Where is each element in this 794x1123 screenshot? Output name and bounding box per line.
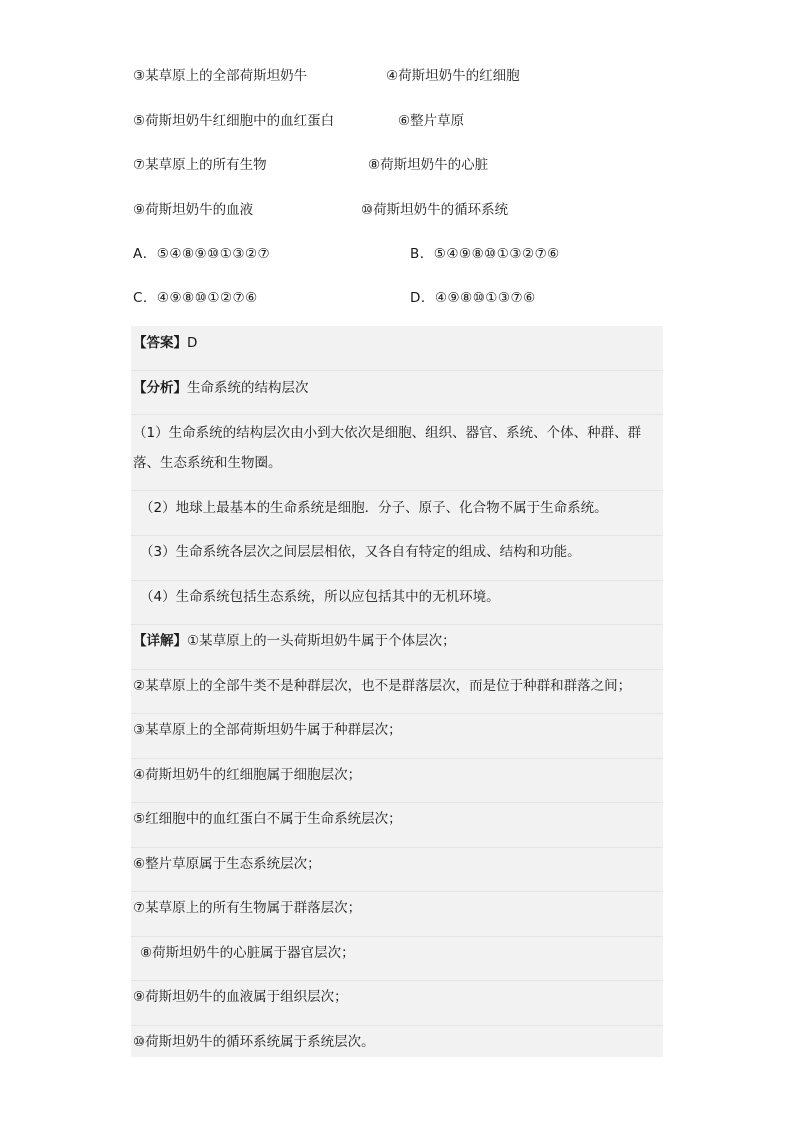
detail-item-10: ⑩荷斯坦奶牛的循环系统属于系统层次。 — [133, 1034, 375, 1050]
detail-item-9: ⑨荷斯坦奶牛的血液属于组织层次； — [133, 989, 348, 1005]
divider — [131, 580, 663, 581]
question-item-6: ⑥整片草原 — [398, 113, 465, 129]
divider — [131, 490, 663, 491]
divider — [131, 535, 663, 536]
divider — [131, 802, 663, 803]
detail-heading — [133, 631, 456, 651]
divider — [131, 414, 663, 415]
analysis-title: 生命系统的结构层次 — [187, 380, 309, 396]
answer-label: 【答案】 — [133, 335, 187, 351]
detail-label: 【详解】 — [133, 633, 187, 649]
question-item-8: ⑧荷斯坦奶牛的心脏 — [368, 157, 489, 173]
analysis-label: 【分析】 — [133, 380, 187, 396]
divider — [131, 980, 663, 981]
divider — [131, 847, 663, 848]
question-item-5: ⑤荷斯坦奶牛红细胞中的血红蛋白 — [133, 113, 335, 129]
option-c: C．④⑨⑧⑩①②⑦⑥ — [133, 290, 258, 306]
question-item-3: ③某草原上的全部荷斯坦奶牛 — [133, 68, 308, 84]
divider — [131, 713, 663, 714]
question-item-4: ④荷斯坦奶牛的红细胞 — [386, 68, 520, 84]
analysis-point-4: （4）生命系统包括生态系统，所以应包括其中的无机环境。 — [140, 589, 500, 605]
analysis-heading — [133, 378, 309, 398]
detail-item-7: ⑦某草原上的所有生物属于群落层次； — [133, 900, 362, 916]
divider — [131, 624, 663, 625]
detail-item-2: ②某草原上的全部牛类不是种群层次，也不是群落层次，而是位于种群和群落之间； — [133, 678, 632, 694]
divider — [131, 669, 663, 670]
option-d: D．④⑨⑧⑩①③⑦⑥ — [410, 290, 536, 306]
analysis-point-1-cont: 落、生态系统和生物圈。 — [133, 455, 282, 471]
analysis-point-1: （1）生命系统的结构层次由小到大依次是细胞、组织、器官、系统、个体、种群、群 — [133, 425, 642, 441]
answer-value: D — [187, 335, 198, 351]
divider — [131, 1025, 663, 1026]
detail-item-1: ①某草原上的一头荷斯坦奶牛属于个体层次； — [187, 633, 456, 649]
detail-item-3: ③某草原上的全部荷斯坦奶牛属于种群层次； — [133, 722, 402, 738]
detail-item-5: ⑤红细胞中的血红蛋白不属于生命系统层次； — [133, 811, 402, 827]
divider — [131, 936, 663, 937]
answer-line — [133, 333, 197, 353]
divider — [131, 891, 663, 892]
option-b: B．⑤④⑨⑧⑩①③②⑦⑥ — [410, 246, 560, 262]
question-item-7: ⑦某草原上的所有生物 — [133, 157, 267, 173]
analysis-point-3: （3）生命系统各层次之间层层相依，又各自有特定的组成、结构和功能。 — [140, 544, 581, 560]
question-item-10: ⑩荷斯坦奶牛的循环系统 — [361, 202, 509, 218]
analysis-point-2: （2）地球上最基本的生命系统是细胞．分子、原子、化合物不属于生命系统。 — [140, 500, 608, 516]
divider — [131, 370, 663, 371]
detail-item-4: ④荷斯坦奶牛的红细胞属于细胞层次； — [133, 767, 362, 783]
detail-item-6: ⑥整片草原属于生态系统层次； — [133, 856, 321, 872]
question-item-9: ⑨荷斯坦奶牛的血液 — [133, 202, 254, 218]
detail-item-8: ⑧荷斯坦奶牛的心脏属于器官层次； — [140, 945, 355, 961]
option-a: A．⑤④⑧⑨⑩①③②⑦ — [133, 246, 271, 262]
divider — [131, 758, 663, 759]
